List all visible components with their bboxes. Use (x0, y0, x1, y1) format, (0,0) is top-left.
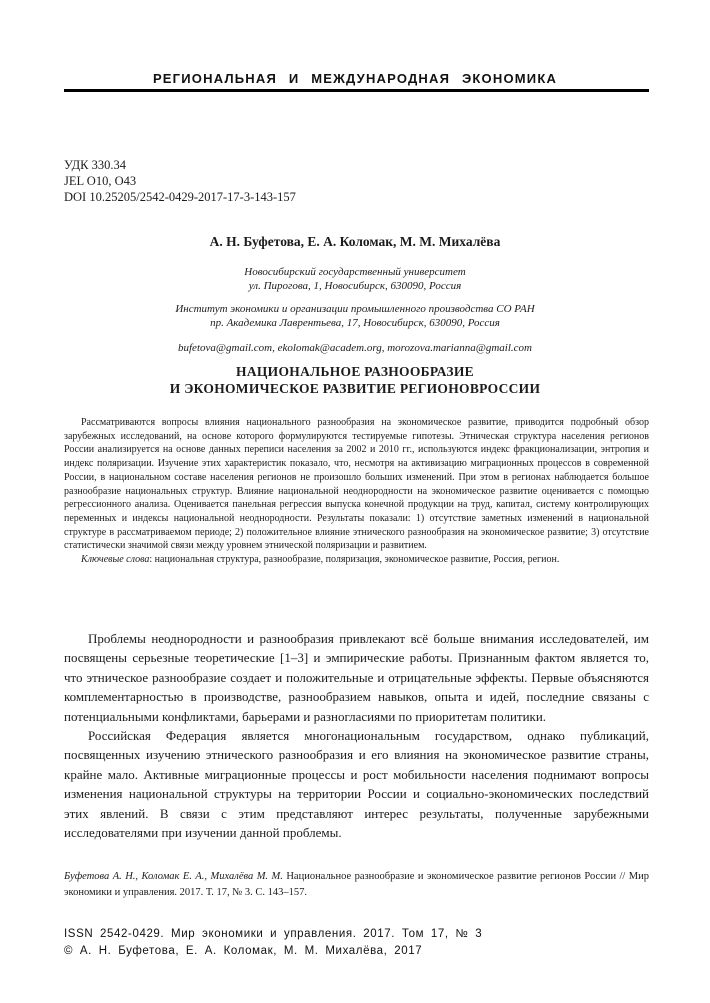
article-meta (64, 157, 296, 205)
article-title-line-2: И ЭКОНОМИЧЕСКОЕ РАЗВИТИЕ РЕГИОНОВРОССИИ (169, 380, 541, 396)
udc-code: УДК 330.34 (64, 158, 126, 172)
keywords-line (64, 553, 649, 567)
affiliations-block (0, 266, 710, 356)
body-paragraph-1: Проблемы неоднородности и разнообразия привлекают всё больше внимания исследователей, им посвящены серьезные теоретические [1–3] и эмпирические работы. Признанным фактом является то, что этническое разнообразие создает и положительные и отрицательные эффекты. Первые объясняются комплементарностью в производстве, разнообразием навыков, опыта и идей, последние связаны с потенциальными конфликтами, барьерами и разногласиями по приоритетам политики. (64, 631, 649, 724)
affiliation-institute-address: пр. Академика Лаврентьева, 17, Новосибирск, 630090, Россия (210, 316, 500, 329)
header-rule (64, 89, 649, 92)
affiliation-institute (0, 303, 710, 330)
article-title (0, 364, 710, 397)
abstract-text: Рассматриваются вопросы влияния национального разнообразия на экономическое развитие, приводится подробный обзор зарубежных исследований, на основе которого формулируются тестируемые гипотезы. Этническая структура населения регионов России анализируется на основе данных переписи населения за 2002 и 2010 гг., используются индекс фракционализации, энтропия и индекс поляризации. Изучение этих характеристик показало, что, несмотря на активизацию миграционных процессов в современной России, в национальном составе населения регионов не произошло больших изменений. При этом в регионах наблюдается большое разнообразие национальных структур. Влияние национальной неоднородности на экономическое развитие оценивается с помощью регрессионного анализа. Оценивается панельная регрессия выпуска конечной продукции на труд, капитал, систему контролирующих переменных и индексы национальной неоднородности. Результаты показали: 1) отсутствие заметных изменений в национальной структуре в рассматриваемом периоде; 2) положительное влияние этнического разнообразия на экономическое развитие; 3) отсутствие статистически значимой связи между уровнем этнической поляризации и развитием. (64, 417, 649, 552)
citation-footnote (64, 869, 649, 900)
abstract-block (64, 416, 649, 567)
jel-code: JEL O10, O43 (64, 174, 137, 188)
body-paragraph-2: Российская Федерация является многонациональным государством, однако публикаций, посвященных изучению этнического разнообразия и его влияния на экономическое развитие страны, крайне мало. Активные миграционные процессы и рост мобильности населения поднимают вопросы изменения национальной структуры на территории России и социально-экономических последствий этих явлений. В связи с этим представляют интерес результаты, полученные зарубежными исследователями при изучении данной проблемы. (64, 728, 649, 841)
citation-authors: Буфетова А. Н., Коломак Е. А., Михалёва М. М. (64, 871, 283, 882)
citation-text: Национальное разнообразие и экономическое развитие регионов России // Мир экономики и управления. 2017. Т. 17, № 3. С. 143–157. (64, 871, 650, 898)
page-footer (64, 926, 649, 959)
authors-emails: bufetova@gmail.com, ekolomak@academ.org, morozova.marianna@gmail.com (178, 342, 532, 354)
affiliation-university-name: Новосибирский государственный университет (244, 266, 466, 278)
issn-line: ISSN 2542-0429. Мир экономики и управления. 2017. Том 17, № 3 (64, 928, 483, 940)
copyright-line: © А. Н. Буфетова, Е. А. Коломак, М. М. Михалёва, 2017 (64, 944, 423, 957)
affiliation-university-address: ул. Пирогова, 1, Новосибирск, 630090, Россия (248, 279, 462, 292)
affiliation-university (0, 266, 710, 293)
article-title-line-1: НАЦИОНАЛЬНОЕ РАЗНООБРАЗИЕ (236, 364, 474, 379)
article-body (64, 629, 649, 842)
keywords-text: : национальная структура, разнообразие, поляризация, экономическое развитие, Россия, регион. (149, 554, 560, 566)
keywords-label: Ключевые слова (81, 554, 150, 566)
authors-line: А. Н. Буфетова, Е. А. Коломак, М. М. Михалёва (209, 234, 501, 249)
journal-section-header: РЕГИОНАЛЬНАЯ И МЕЖДУНАРОДНАЯ ЭКОНОМИКА (152, 71, 558, 86)
affiliation-institute-name: Институт экономики и организации промышленного производства СО РАН (175, 303, 535, 315)
doi-code: DOI 10.25205/2542-0429-2017-17-3-143-157 (64, 190, 296, 204)
